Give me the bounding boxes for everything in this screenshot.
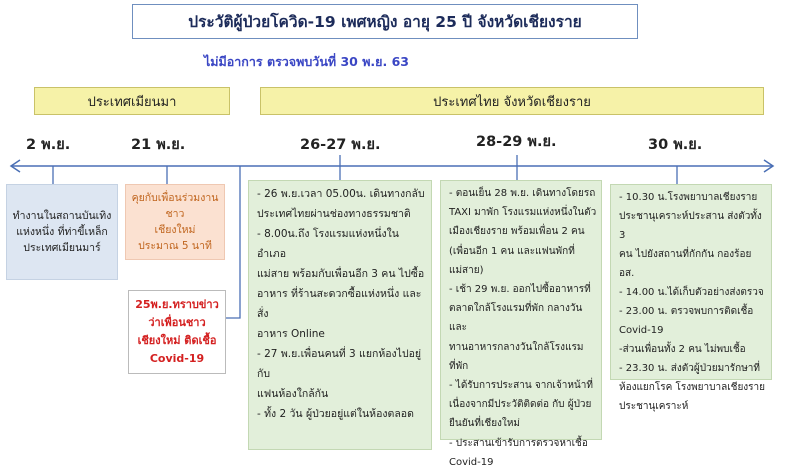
event-line: Covid-19: [619, 325, 664, 336]
event-box-nov-28-29: [440, 180, 602, 468]
event-line: - ทั้ง 2 วัน ผู้ป่วยอยู่แต่ในห้องตลอด: [257, 408, 414, 420]
event-line: แม่สาย): [449, 264, 484, 276]
connector-nov-25-alert: [226, 166, 240, 318]
event-line: คุยกับเพื่อนร่วมงานชาว: [131, 192, 219, 220]
event-line: - 8.00น.ถึง โรงแรมแห่งหนึ่งในอำเภอ: [257, 228, 399, 260]
country-label-thailand: ประเทศไทย จังหวัดเชียงราย: [260, 87, 764, 115]
event-line: ประเทศเมียนมาร์: [23, 242, 101, 254]
event-line: - 14.00 น.ได้เก็บตัวอย่างส่งตรวจ: [619, 287, 764, 298]
event-box-nov-25-alert: [128, 290, 226, 374]
event-line: - 27 พ.ย.เพื่อนคนที่ 3 แยกห้องไปอยู่กับ: [257, 348, 422, 380]
date-label-nov-28-29: 28-29 พ.ย.: [476, 134, 557, 150]
event-line: ประมาณ 5 นาที: [138, 240, 212, 252]
case-subtitle: ไม่มีอาการ ตรวจพบวันที่ 30 พ.ย. 63: [204, 54, 410, 69]
date-label-nov-21: 21 พ.ย.: [131, 137, 186, 153]
event-box-nov-2: [6, 184, 118, 280]
event-line: ห้องแยกโรค โรงพยาบาลเชียงราย: [619, 382, 766, 393]
event-line: - ประสานเข้ารับการตรวจหาเชื้อ: [449, 437, 588, 449]
event-line: ตลาดใกล้โรงแรมที่พัก กลางวันและ: [449, 303, 583, 334]
event-line: - 26 พ.ย.เวลา 05.00น. เดินทางกลับ: [257, 188, 425, 200]
event-box-nov-26-27: [248, 180, 432, 450]
event-line: ทานอาหารกลางวันใกล้โรงแรมที่พัก: [449, 341, 584, 372]
event-line: ประเทศไทยผ่านช่องทางธรรมชาติ: [257, 208, 411, 220]
event-line: ว่าเพื่อนชาว: [148, 316, 206, 329]
country-label-myanmar: ประเทศเมียนมา: [34, 87, 230, 115]
event-line: Covid-19: [449, 456, 494, 468]
event-line: อาหาร Online: [257, 328, 325, 340]
event-box-nov-30: [610, 184, 772, 412]
event-line: เชียงใหม่: [154, 224, 196, 236]
event-line: (เพื่อนอีก 1 คน และแฟนพักที่: [449, 245, 575, 257]
event-box-nov-21: [125, 184, 225, 260]
event-line: - ได้รับการประสาน จากเจ้าหน้าที่: [449, 380, 593, 392]
event-line: ทำงานในสถานบันเทิง: [12, 210, 112, 222]
event-line: ยืนยันที่เชียงใหม่: [449, 418, 520, 430]
event-line: Covid-19: [149, 352, 205, 365]
event-line: แห่งหนึ่ง ที่ท่าขี้เหล็ก: [16, 226, 108, 238]
event-line: - 10.30 น.โรงพยาบาลเชียงราย: [619, 192, 758, 203]
page-title: ประวัติผู้ป่วยโควิด-19 เพศหญิง อายุ 25 ปี จังหวัดเชียงราย: [132, 4, 638, 39]
event-line: -ส่วนเพื่อนทั้ง 2 คน ไม่พบเชื้อ: [619, 344, 746, 355]
event-line: TAXI มาพัก โรงแรมแห่งหนึ่งในตัว: [449, 207, 597, 219]
event-line: - เช้า 29 พ.ย. ออกไปซื้ออาหารที่: [449, 284, 591, 296]
event-line: ประชานุเคราะห์: [619, 401, 689, 412]
event-line: เนื่องจากมีประวัติติดต่อ กับ ผู้ป่วย: [449, 399, 592, 411]
event-line: - ตอนเย็น 28 พ.ย. เดินทางโดยรถ: [449, 188, 596, 199]
event-line: 25พ.ย.ทราบข่าว: [135, 298, 219, 311]
event-line: แม่สาย พร้อมกับเพื่อนอีก 3 คน ไปซื้อ: [257, 268, 425, 280]
event-line: อาหาร ที่ร้านสะดวกซื้อแห่งหนึ่ง และสั่ง: [257, 288, 422, 320]
event-line: - 23.30 น. ส่งตัวผู้ป่วยมารักษาที่: [619, 363, 760, 374]
date-label-nov-30: 30 พ.ย.: [648, 137, 703, 153]
event-line: เมืองเชียงราย พร้อมเพื่อน 2 คน: [449, 226, 585, 238]
event-line: คน ไปยังสถานที่กักกัน กองร้อย อส.: [619, 249, 752, 279]
date-label-nov-26-27: 26-27 พ.ย.: [300, 137, 381, 153]
date-label-nov-2: 2 พ.ย.: [26, 137, 71, 153]
event-line: ประชานุเคราะห์ประสาน ส่งตัวทั้ง 3: [619, 211, 762, 241]
event-line: แฟนห้องใกล้กัน: [257, 388, 329, 400]
event-line: - 23.00 น. ตรวจพบการติดเชื้อ: [619, 306, 754, 317]
event-line: เชียงใหม่ ติดเชื้อ: [137, 334, 217, 347]
